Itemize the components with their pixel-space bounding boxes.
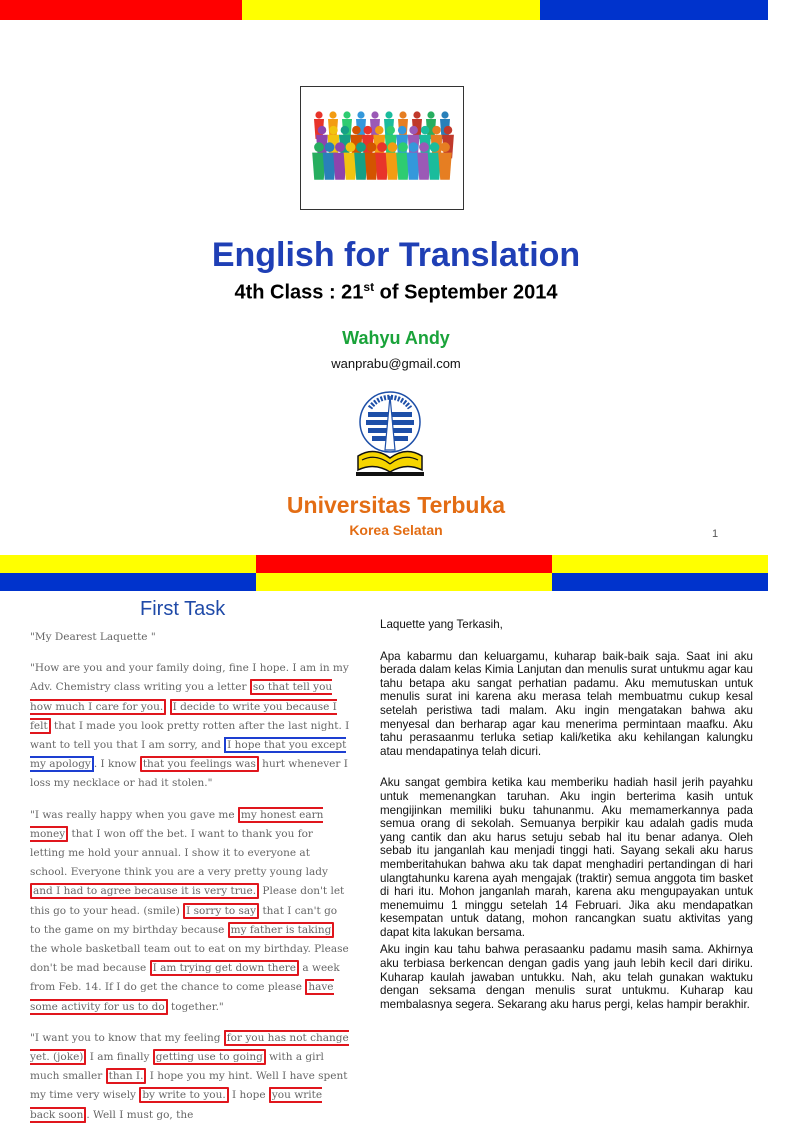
highlighted-phrase: by write to you. [139,1087,228,1103]
person-figure-head [385,111,392,118]
letter-text: hurt whenever I loss my necklace or had it stolen." [30,758,348,790]
class-date-subtitle: 4th Class : 21st of September 2014 [234,280,558,304]
letter-text: with a girl much smaller [30,1051,324,1083]
english-letter [30,628,350,1137]
person-figure-head [341,126,349,134]
english-paragraph-3 [30,1029,350,1125]
person-figure-head [356,142,366,152]
person-figure-head [398,142,408,152]
highlighted-phrase: than I. [106,1068,147,1084]
letter-text: "I was really happy when you gave me [30,808,238,821]
english-paragraph-1 [30,659,350,793]
letter-text: . Well I must go, the [86,1108,194,1121]
person-figure-head [375,126,383,134]
letter-text: "I want you to know that my feeling [30,1031,224,1044]
presentation-title: English for Translation [211,236,581,274]
person-figure-head [314,142,324,152]
highlighted-phrase-blue: I hope that you except my apology [30,739,347,771]
letter-text: . I know [93,758,140,771]
person-figure-head [329,126,337,134]
person-figure-head [343,111,350,118]
highlighted-phrase: you write back soon [30,1089,323,1121]
person-figure-head [432,126,440,134]
person-figure-head [399,111,406,118]
highlighted-phrase: have some activity for us to do [30,981,334,1013]
person-figure-head [377,142,387,152]
letter-text: together." [167,1000,224,1013]
indonesian-paragraph-3: Aku ingin kau tahu bahwa perasaanku padamu masih sama. Akhirnya aku terbiasa berkencan dengan gadis yang jauh lebih kecil dari diriku. Kuharap kaulah jawaban untukku. Nah, aku telah gunakan waktuku dengan seksama dengan menulis surat untukmu. Kuharap kau membalasnya segera. Sekarang aku harus pergi, kelas hampir berakhir. [380,943,753,1011]
highlighted-phrase: I sorry to say [183,903,259,919]
person-figure-head [364,126,372,134]
author-name: Wahyu Andy [342,328,450,348]
person-figure-head [421,126,429,134]
university-location: Korea Selatan [349,522,443,538]
person-figure-head [346,142,356,152]
person-figure-head [441,111,448,118]
person-figure-head [371,111,378,118]
highlighted-phrase: I decide to write you because I felt [30,700,337,732]
person-figure-head [329,111,336,118]
person-figure-head [315,111,322,118]
letter-text: the whole basketball team out to eat on my birthday. Please don't be mad because [30,943,349,975]
letter-text: a week from Feb. 14. If I do get the chance to come please [30,962,340,994]
highlighted-phrase: that you feelings was [140,756,259,772]
top-color-stripe [0,0,768,20]
letter-text: I am finally [86,1051,153,1064]
person-figure-head [335,142,345,152]
person-figure-head [413,111,420,118]
indonesian-paragraph-1: Apa kabarmu dan keluargamu, kuharap baik-baik saja. Saat ini aku berada dalam kelas Kimia Lanjutan dan menulis surat untukmu agar kau tahu betapa aku sangat perhatian padamu. Aku memutuskan untuk menulis surat ini karena aku merasa telah membuatmu cukup kesal setelah peristiwa tadi malam. Aku ingin mengatakan bahwa aku menyesal dan berharap agar kau menerima permintaan maafku. Aku tahu perasaanmu terluka setiap kali/ketika aku kehilangan kalungku atau mendapatinya telah dicuri. [380,649,753,758]
person-figure-head [367,142,377,152]
highlighted-phrase: my honest earn money [30,808,324,840]
letter-text: "How are you and your family doing, fine I hope. I am in my Adv. Chemistry class writing you a letter [30,662,349,694]
highlighted-phrase: and I had to agree because it is very true. [30,883,259,899]
highlighted-phrase: so that tell you how much I care for you. [30,681,333,713]
letter-text: that I won off the bet. I want to thank you for letting me hold your annual. I show it to everyone at school. Everyone think you are a very pretty young lady [30,827,328,879]
task-title: First Task [140,598,226,620]
person-figure-head [409,126,417,134]
letter-text: Please don't let this go to your head. (smile) [30,885,345,917]
indonesian-translation [380,618,753,1029]
letter-text: I hope you my hint. Well I have spent my time very wisely [30,1070,348,1102]
person-figure-head [430,142,440,152]
english-salutation: "My Dearest Laquette " [30,631,156,643]
person-figure-head [386,126,394,134]
person-figure-head [352,126,360,134]
person-figure-head [427,111,434,118]
highlighted-phrase: I am trying get down there [150,960,299,976]
person-figure-head [444,126,452,134]
person-figure-head [398,126,406,134]
letter-text: that I can't go to the game on my birthday because [30,904,338,936]
person-figure-head [325,142,335,152]
person-figure-head [318,126,326,134]
task-slide [0,598,768,1121]
divider-color-stripe [0,555,768,591]
highlighted-phrase: my father is taking [228,922,335,938]
indonesian-paragraph-2: Aku sangat gembira ketika kau memberiku hadiah hasil jerih payahku untuk memenangkan taruhan. Aku ingin berterima kasih untuk mengijinkan memiliki buku tahunanmu. Aku memamerkannya pada semua orang di sekolah. Semuanya berpikir kau adalah gadis muda yang cantik dan aku harus setuju sebab hal itu benar adanya. Oleh sebab itu janganlah kau menjadi tinggi hati. Sayang sekali aku harus memberitahukan bahwa aku tak dapat menghadiri pertandingan di hari ulangtahunku karena ayah mengajak (traktir) semua anggota tim basket di hari itu. Mohon janganlah marah, karena aku mengupayakan untuk menemuimu 1 minggu setelah 14 Februari. Jika aku mendapatkan kesempatan untuk datang, mohon rancangkan suatu aktivitas yang dapat kita lakukan bersama. [380,776,753,939]
person-figure-head [409,142,419,152]
highlighted-phrase: for you has not change yet. (joke) [30,1031,349,1064]
highlighted-phrase: getting use to going [153,1049,266,1065]
letter-text: that I made you look pretty rotten after the last night. I want to tell you that I am sorry, and [30,719,350,752]
person-figure-body [438,153,452,180]
person-figure-head [357,111,364,118]
letter-text: I hope [228,1089,269,1102]
person-figure-head [419,142,429,152]
author-email: wanprabu@gmail.com [331,356,461,371]
person-figure-head [388,142,398,152]
people-illustration [300,86,464,210]
english-paragraph-2 [30,806,350,1017]
indonesian-salutation: Laquette yang Terkasih, [380,618,503,631]
page-number: 1 [712,528,719,540]
person-figure-head [440,142,450,152]
university-emblem [348,378,432,484]
university-name: Universitas Terbuka [286,492,506,518]
